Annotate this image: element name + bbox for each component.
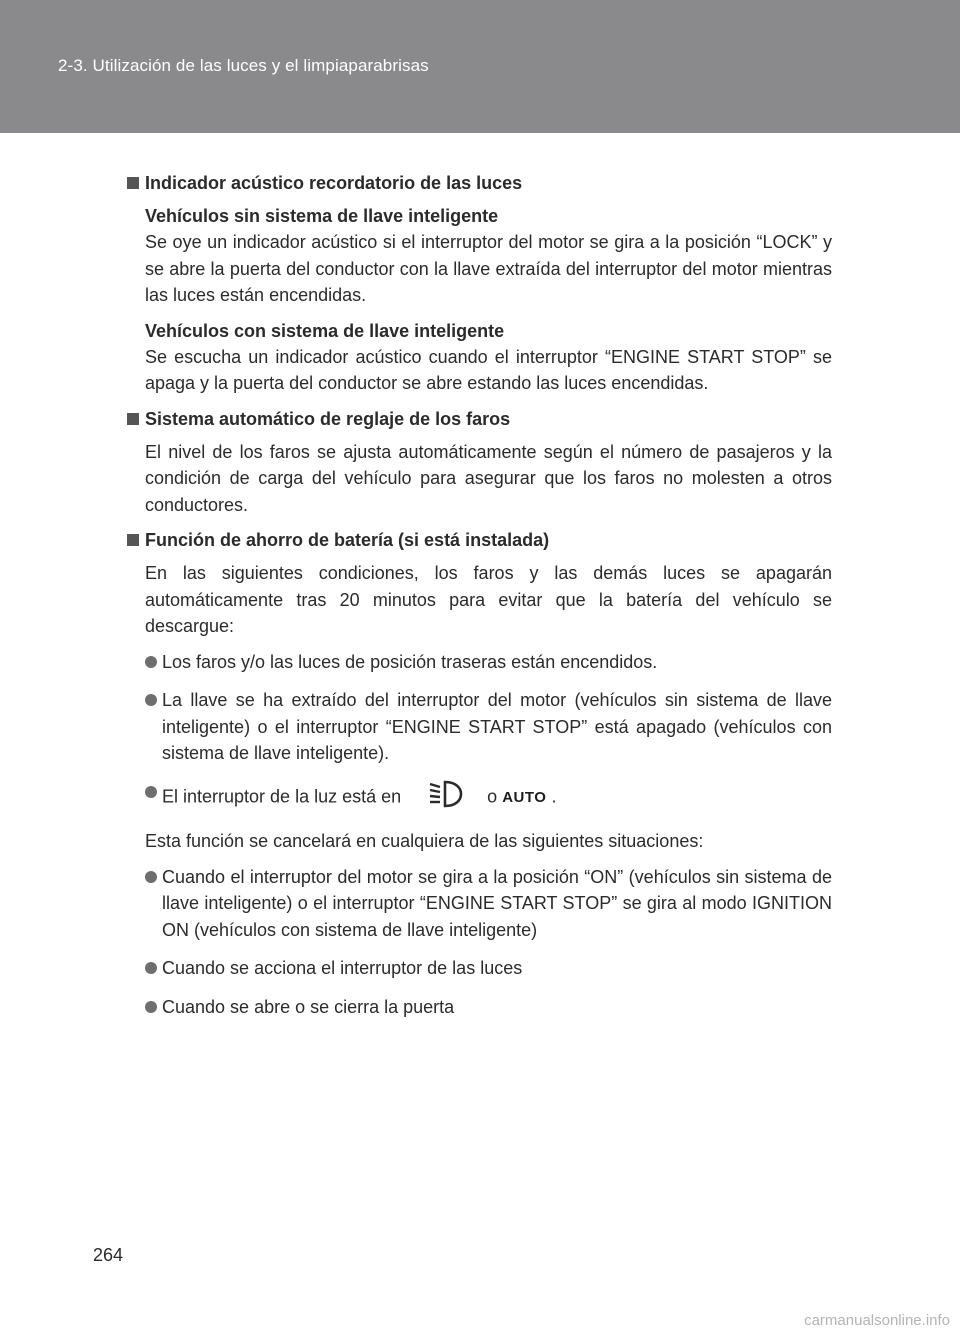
section-body-headlight-leveling [145,439,832,519]
section-title-headlight-leveling: Sistema automático de reglaje de los faros [127,406,832,432]
list-item: Los faros y/o las luces de posición traseras están encendidos. [145,649,832,676]
list-item: La llave se ha extraído del interruptor del motor (vehículos sin sistema de llave inteligente) o el interruptor “ENGINE START STOP” está apagado (vehículos con sistema de llave inteligente). [145,687,832,767]
section-title-light-reminder: Indicador acústico recordatorio de las luces [127,170,832,196]
list-item: Cuando el interruptor del motor se gira a la posición “ON” (vehículos sin sistema de llave inteligente) o el interruptor “ENGINE START STOP” se gira al modo IGNITION ON (vehículos con sistema de llave inteligente) [145,864,832,944]
page-header [0,0,960,133]
square-bullet-icon [127,177,139,189]
square-bullet-icon [127,534,139,546]
section-body-battery-saver [145,560,832,1020]
headlight-icon [428,779,464,817]
paragraph: Se oye un indicador acústico si el interruptor del motor se gira a la posición “LOCK” y se abre la puerta del conductor con la llave extraída del interruptor del motor mientras las luces están encendidas. [145,232,832,305]
list-item-light-switch: El interruptor de la luz está en o AUTO . [145,779,832,817]
round-bullet-icon [145,1001,157,1013]
chapter-title: 2-3. Utilización de las luces y el limpiaparabrisas [58,56,429,75]
page-content [127,170,832,1032]
round-bullet-icon [145,871,157,883]
subsection-title: Vehículos sin sistema de llave inteligente [145,206,499,226]
section-body-light-reminder [145,203,832,397]
round-bullet-icon [145,786,157,798]
paragraph: Esta función se cancelará en cualquiera de las siguientes situaciones: [145,831,704,851]
list-item: Cuando se acciona el interruptor de las luces [145,955,832,982]
subsection-title: Vehículos con sistema de llave inteligente [145,320,505,341]
paragraph: Se escucha un indicador acústico cuando el interruptor “ENGINE START STOP” se apaga y la puerta del conductor se abre estando las luces encendidas. [145,346,832,393]
watermark: carmanualsonline.info [804,1312,950,1329]
section-title-battery-saver: Función de ahorro de batería (si está instalada) [127,527,832,553]
round-bullet-icon [145,656,157,668]
page-number: 264 [93,1245,124,1265]
round-bullet-icon [145,962,157,974]
auto-label: AUTO [502,789,547,806]
paragraph: En las siguientes condiciones, los faros y las demás luces se apagarán automáticamente tras 20 minutos para evitar que la batería del vehículo se descargue: [145,563,832,636]
round-bullet-icon [145,694,157,706]
list-item: Cuando se abre o se cierra la puerta [145,994,832,1021]
square-bullet-icon [127,413,139,425]
paragraph: El nivel de los faros se ajusta automáticamente según el número de pasajeros y la condición de carga del vehículo para asegurar que los faros no molesten a otros conductores. [145,441,832,515]
